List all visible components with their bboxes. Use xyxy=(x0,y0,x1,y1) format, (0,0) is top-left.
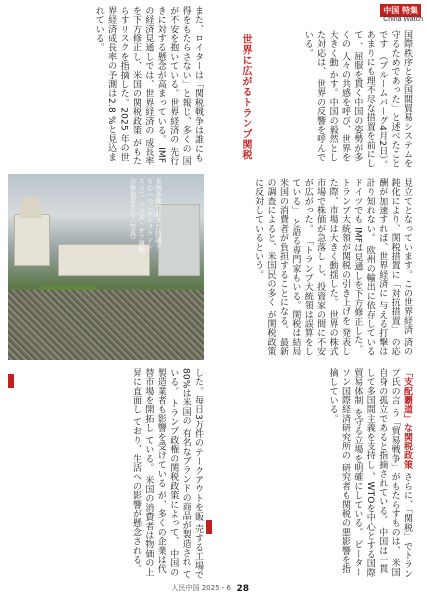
section-heading: 世界に広がるトランプ関税 xyxy=(240,34,251,160)
section-heading: 「支配覇道」な関税政策 xyxy=(402,368,412,470)
paragraph: 、屈服を貫く中国の姿勢が多くの xyxy=(339,30,363,162)
paragraph: 与える打撃は計り知れない。 xyxy=(364,178,388,356)
paragraph: 世界の反響を呼んでいる。 xyxy=(302,30,326,162)
photo-caption: 米国各地で起きた抗議デモの一つ（サンフランシスコ）。ハンズ・オフ運動の参加者たち（写真） xyxy=(128,178,162,253)
page-number: 28 xyxy=(236,584,249,594)
paragraph: また、ロイターは「関税戦争は誰にも xyxy=(193,6,203,163)
paragraph: 研究者も関税の悪影響を指摘している。 xyxy=(327,368,350,574)
paragraph: （ブルームバーグ4月2日）。 xyxy=(377,51,388,170)
paragraph: ている。 xyxy=(168,368,191,579)
paragraph: IMFは見通しを下方修正した。 xyxy=(352,227,363,354)
magazine-footer: 人民中国 2025・6 xyxy=(171,584,231,592)
paragraph: トランプ大統領が関税の引き上げを xyxy=(339,178,350,326)
section-category: China Watch xyxy=(383,16,423,23)
paragraph: 米国自身の孤立であると指摘されている。 xyxy=(377,368,400,577)
paragraph: 国が不安を抱いている。世界経済の xyxy=(168,6,191,166)
paragraph: がもたらすリスクを指摘した。2025 xyxy=(118,6,141,166)
paragraph: 売する工場で80%は米国の xyxy=(180,368,203,580)
paragraph: トランプ政権の関税政策によって、 xyxy=(168,398,179,546)
paragraph: の応酬が加速すれば、世界経済に xyxy=(377,178,400,356)
paragraph: 欧州の輸出に依存しているドイツでも xyxy=(352,178,375,356)
paragraph: さらに、「関税」でトランプ氏の言 xyxy=(389,368,412,579)
paragraph: が関税政策に反対しているという。 xyxy=(253,178,276,356)
paragraph: 年の世界経済成長率の予測は2.8 xyxy=(106,6,129,162)
paragraph: 、WTOを中心とする国際貿易体制 xyxy=(352,368,375,578)
paragraph: ている。 xyxy=(143,435,154,473)
paragraph: した。毎日3万件のテークアウトを販 xyxy=(193,368,203,522)
paragraph: 米国の消費者は物価の上昇に直面し xyxy=(130,368,154,577)
paragraph: う「貿易戦争」がもたらすものは、 xyxy=(389,407,400,556)
paragraph: 中国は一貫して多国間主義を支持し xyxy=(364,368,388,574)
paragraph: が、多くの企業は代替市場を開拓し xyxy=(143,368,166,574)
text-column xyxy=(213,368,413,582)
paragraph: 済の鈍化により、関税措置に「対抗措置」 xyxy=(389,178,412,356)
text-column xyxy=(213,178,413,358)
protest-photo xyxy=(8,174,204,360)
paragraph: ピーターソン国際経済研究所の xyxy=(339,368,363,577)
paragraph: 国際秩序と多国間貿易システムを守るためであった」と述べたことです xyxy=(377,30,412,168)
paragraph: ており、生活への影響が懸念される。 xyxy=(130,417,141,574)
text-column xyxy=(263,30,413,170)
paragraph: 先行きに対する懸念が高まっている。 xyxy=(155,6,179,166)
accent-bar xyxy=(206,520,212,534)
paragraph: 最新の調査によると、米国民の多く xyxy=(265,178,288,356)
paragraph: し、投資家の間に不安が広がった。 xyxy=(302,178,326,356)
text-column xyxy=(8,6,204,170)
paragraph: 「トランプ大統領は誤算をしている」 xyxy=(290,178,313,356)
paragraph: あまりにも理不尽な措置を前にして xyxy=(352,30,375,168)
paragraph: と語る専門家もいる。関税は結局 xyxy=(290,217,301,356)
text-column xyxy=(8,368,204,582)
paragraph: 有名なブランドの商品が製造され xyxy=(180,428,191,567)
paragraph: 中国の製造業者も影響を受けている xyxy=(155,368,179,577)
paragraph: %と見込まれている。 xyxy=(93,6,117,162)
paragraph: IMFの経済見通しでは、世界経済の xyxy=(143,6,166,164)
paragraph: 米国の消費者が負担することになる。 xyxy=(277,178,288,335)
paragraph: 見立てとなっています。この世界経済 xyxy=(402,178,412,335)
paragraph: 成長率を下方修正し、米国の関税政策 xyxy=(130,6,154,166)
paragraph: 発表した際、市場は大きく動揺した。 xyxy=(327,178,350,356)
paragraph: を守る立場を明確にしている。 xyxy=(352,407,363,537)
section-tag: 中国 特集 xyxy=(380,4,421,17)
paragraph: かす。中国の毅然とした対応は、 xyxy=(315,30,338,162)
paragraph: 得をもたらさない」と報じ、多くの xyxy=(180,6,191,154)
paragraph: 人々の共感を呼び、世界を大きく動 xyxy=(327,30,350,162)
paragraph: 世界の株式市場で株価が急落し xyxy=(315,178,338,356)
